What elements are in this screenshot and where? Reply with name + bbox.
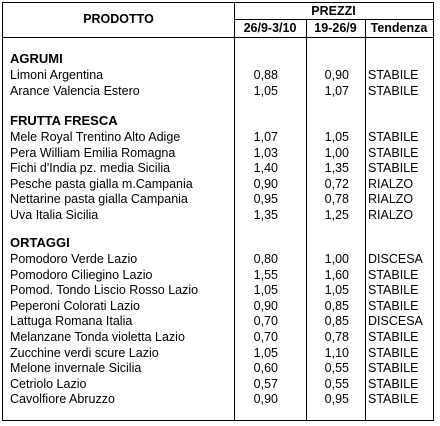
product-name: Nettarine pasta gialla Campania [10, 192, 188, 207]
trend-value: STABILE [368, 392, 419, 407]
price-previous: 1,05 [324, 130, 349, 144]
price-previous: 0,78 [324, 192, 349, 207]
trend-value: STABILE [368, 376, 419, 391]
price-current: 1,03 [253, 145, 278, 160]
header-col-week1: 26/9-3/10 [243, 21, 297, 35]
header-bottom-divider [3, 37, 433, 38]
header-prezzi: PREZZI [311, 4, 356, 18]
header-divider [234, 19, 433, 20]
trend-value: DISCESA [368, 314, 423, 329]
price-current: 1,40 [253, 161, 278, 176]
header-col-week2: 19-26/9 [314, 21, 357, 35]
section-title: ORTAGGI [10, 235, 70, 250]
trend-value: STABILE [368, 267, 419, 282]
trend-value: RIALZO [368, 208, 414, 222]
product-name: Fichi d'India pz. media Sicilia [10, 161, 171, 176]
product-name: Melone invernale Sicilia [10, 361, 142, 376]
product-name: Peperoni Colorati Lazio [10, 298, 140, 313]
trend-value: STABILE [368, 298, 419, 313]
product-name: Pomodoro Verde Lazio [10, 252, 138, 266]
product-name: Limoni Argentina [10, 68, 104, 82]
section-title: AGRUMI [10, 51, 63, 66]
price-current: 1,05 [253, 283, 278, 298]
price-current: 0,90 [253, 176, 278, 191]
trend-value: STABILE [368, 161, 419, 176]
product-name: Arance Valencia Estero [10, 83, 140, 98]
product-name: Zucchine verdi scure Lazio [10, 345, 159, 360]
price-current: 1,05 [253, 83, 278, 98]
price-current: 0,57 [253, 376, 278, 391]
trend-value: STABILE [368, 345, 419, 360]
trend-value: STABILE [368, 68, 419, 82]
price-previous: 1,35 [324, 161, 349, 176]
column-divider [365, 19, 366, 420]
trend-value: DISCESA [368, 252, 423, 266]
product-name: Pesche pasta gialla m.Campania [10, 176, 193, 191]
price-previous: 0,78 [324, 330, 349, 344]
product-name: Uva Italia Sicilia [10, 208, 99, 222]
price-previous: 0,85 [324, 314, 349, 329]
product-name: Lattuga Romana Italia [10, 314, 133, 329]
price-previous: 1,07 [324, 83, 349, 98]
product-name: Mele Royal Trentino Alto Adige [10, 130, 181, 144]
section-title: FRUTTA FRESCA [10, 113, 118, 128]
price-current: 0,95 [253, 192, 278, 207]
header-tendenza: Tendenza [370, 21, 428, 35]
trend-value: STABILE [368, 130, 419, 144]
price-previous: 0,85 [324, 298, 349, 313]
price-previous: 1,05 [324, 283, 349, 298]
price-current: 1,35 [253, 208, 278, 222]
price-previous: 0,55 [324, 376, 349, 391]
product-name: Melanzane Tonda violetta Lazio [10, 330, 185, 344]
price-current: 0,90 [253, 392, 278, 407]
price-current: 0,70 [253, 330, 278, 344]
price-previous: 1,25 [324, 208, 349, 222]
price-current: 1,55 [253, 267, 278, 282]
price-previous: 1,00 [324, 145, 349, 160]
trend-value: STABILE [368, 145, 419, 160]
price-previous: 0,72 [324, 176, 349, 191]
price-previous: 1,00 [324, 252, 349, 266]
trend-value: STABILE [368, 83, 419, 98]
price-previous: 0,55 [324, 361, 349, 376]
price-current: 1,07 [253, 130, 278, 144]
price-previous: 0,95 [324, 392, 349, 407]
price-previous: 1,60 [324, 267, 349, 282]
product-name: Cetriolo Lazio [10, 376, 87, 391]
header-prodotto: PRODOTTO [83, 12, 154, 26]
trend-value: RIALZO [368, 176, 414, 191]
trend-value: RIALZO [368, 192, 414, 207]
product-name: Pera William Emilia Romagna [10, 145, 176, 160]
price-current: 0,60 [253, 361, 278, 376]
price-current: 0,70 [253, 314, 278, 329]
price-current: 0,90 [253, 298, 278, 313]
price-current: 1,05 [253, 345, 278, 360]
product-name: Pomodoro Ciliegino Lazio [10, 267, 153, 282]
price-current: 0,80 [253, 252, 278, 266]
product-name: Cavolfiore Abruzzo [10, 392, 115, 407]
trend-value: STABILE [368, 330, 419, 344]
product-name: Pomod. Tondo Liscio Rosso Lazio [10, 283, 199, 298]
trend-value: STABILE [368, 283, 419, 298]
price-current: 0,88 [253, 68, 278, 82]
price-previous: 0,90 [324, 68, 349, 82]
trend-value: STABILE [368, 361, 419, 376]
price-table [2, 2, 434, 421]
price-previous: 1,10 [324, 345, 349, 360]
